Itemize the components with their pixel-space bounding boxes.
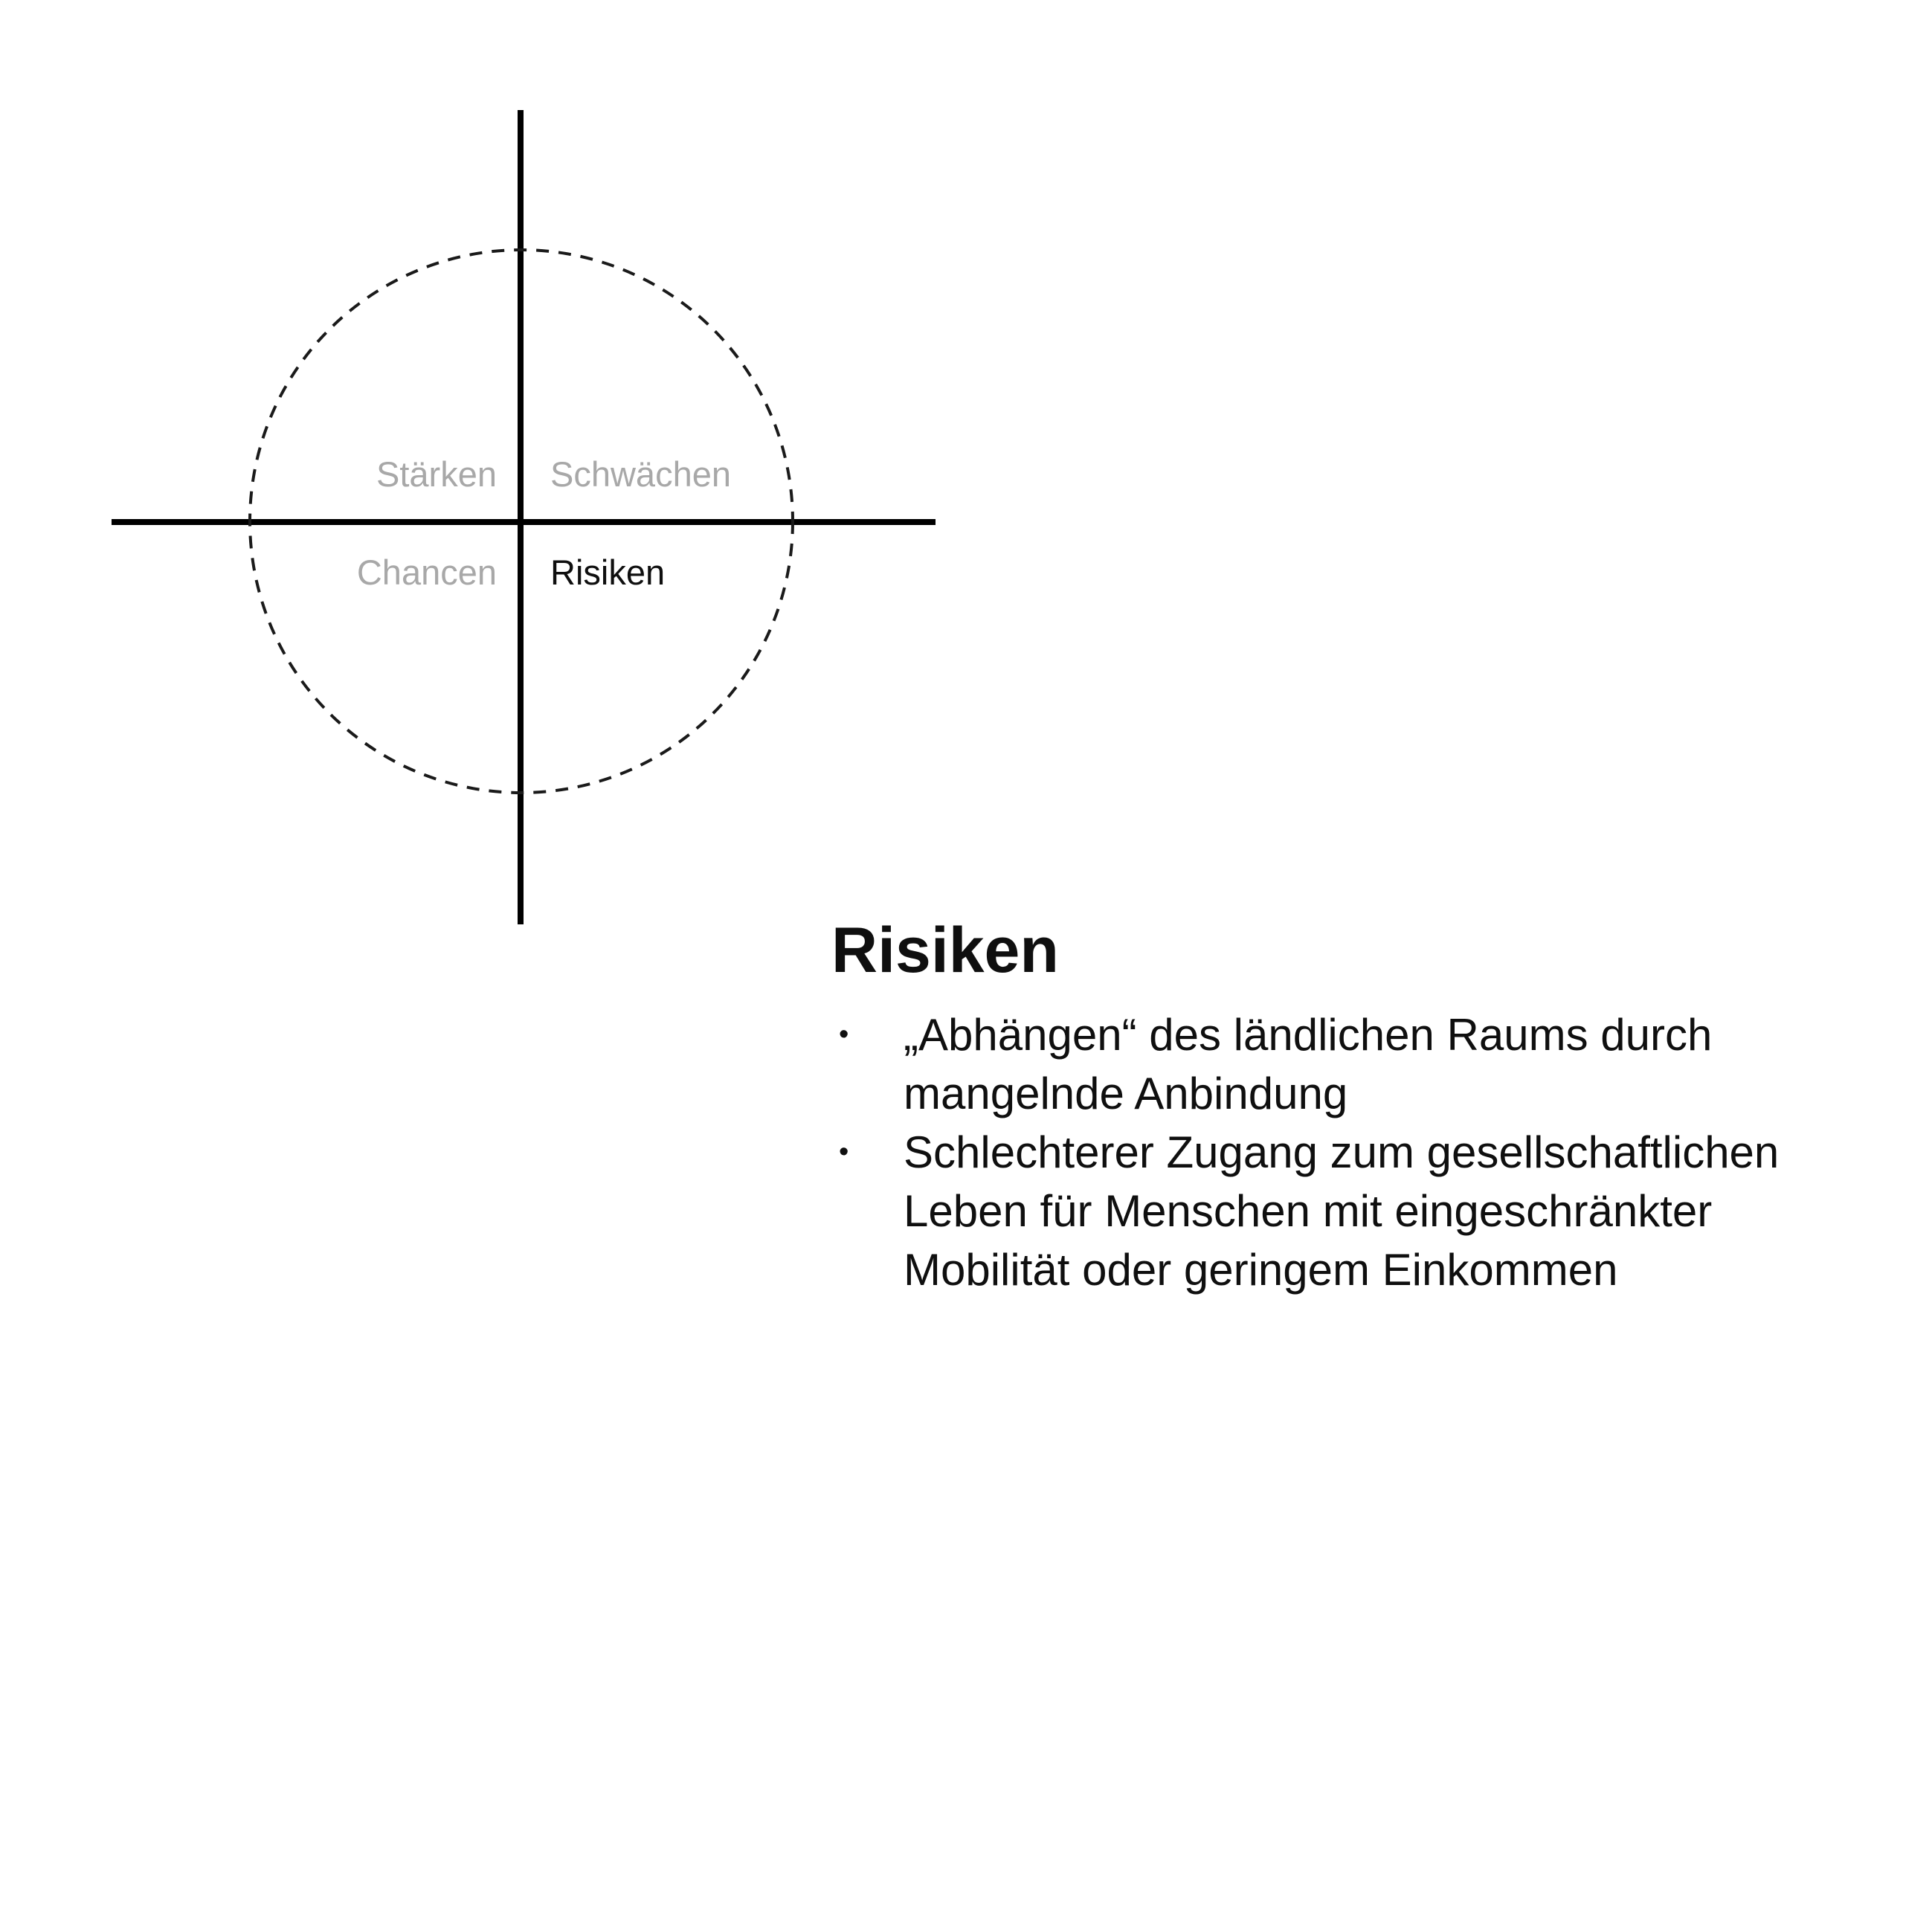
bullet-icon: • xyxy=(839,1019,849,1050)
bullet-text: „Abhängen“ des ländlichen Raums durch mangelnde Anbindung xyxy=(904,1010,1713,1118)
list-item xyxy=(839,1005,1828,1123)
section-title: Risiken xyxy=(831,914,1059,986)
quadrant-label-risiken: Risiken xyxy=(550,553,666,592)
bullet-icon: • xyxy=(839,1136,849,1168)
quadrant-label-chancen: Chancen xyxy=(356,553,497,592)
quadrant-label-schwaechen: Schwächen xyxy=(550,454,731,494)
bullet-list xyxy=(839,1005,1828,1299)
swot-diagram xyxy=(0,0,1041,1041)
list-item xyxy=(839,1123,1828,1299)
quadrant-label-staerken: Stärken xyxy=(376,454,497,494)
bullet-text: Schlechterer Zugang zum gesellschaftlichen Leben für Menschen mit eingeschränkter Mobilität oder geringem Einkommen xyxy=(904,1127,1780,1295)
